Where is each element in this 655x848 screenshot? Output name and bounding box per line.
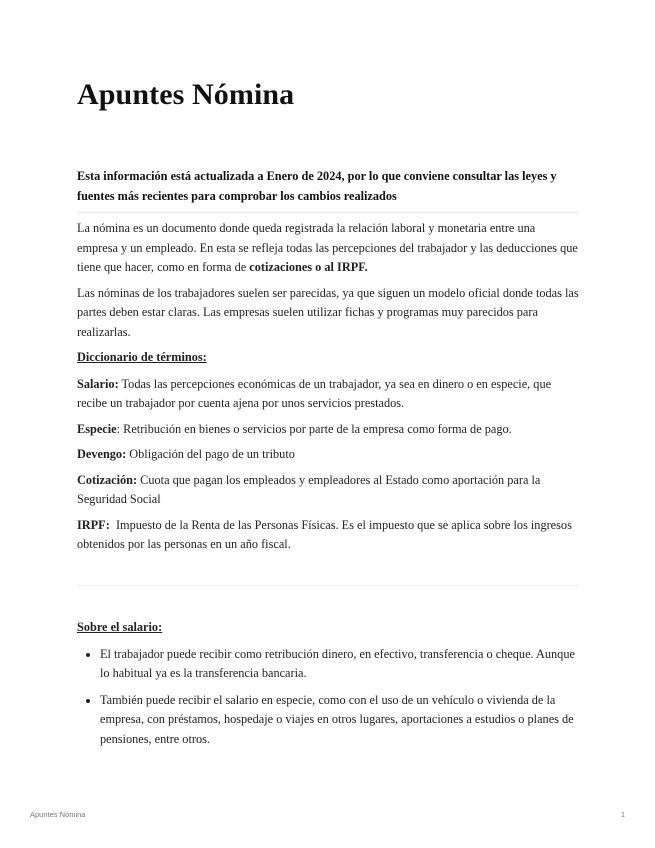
paragraph-modelo: Las nóminas de los trabajadores suelen ser parecidas, ya que siguen un modelo oficial donde todas las partes deben estar claras. Las empresas suelen utilizar fichas y programas muy parecidos para realizarlas. xyxy=(77,285,579,339)
divider xyxy=(77,212,579,213)
footer-title: Apuntes Nómina xyxy=(30,810,86,819)
update-notice: Esta información está actualizada a Enero de 2024, por lo que conviene consultar las leyes y fuentes más recientes para comprobar los cambios realizados xyxy=(77,169,557,203)
main-content xyxy=(77,219,579,561)
page-footer xyxy=(30,810,625,819)
salario-heading: Sobre el salario: xyxy=(77,620,163,634)
page-title: Apuntes Nómina xyxy=(77,78,295,111)
salario-section xyxy=(77,618,579,756)
list-item: • También puede recibir el salario en especie, como con el uso de un vehículo o vivienda de la empresa, con préstamos, hospedaje o viajes en otros lugares, aportaciones a estudios o planes de pensiones, entre otros. xyxy=(100,691,579,750)
term-irpf: IRPF: Impuesto de la Renta de las Personas Físicas. Es el impuesto que se aplica sobre los ingresos obtenidos por las personas en un año fiscal. xyxy=(77,517,575,551)
list-item: • El trabajador puede recibir como retribución dinero, en efectivo, transferencia o cheque. Aunque lo habitual ya es la transferencia bancaria. xyxy=(100,645,579,684)
term-devengo: Devengo: Obligación del pago de un tributo xyxy=(77,447,295,461)
term-salario: Salario: Todas las percepciones económicas de un trabajador, ya sea en dinero o en especie, que recibe un trabajador por cuenta ajena por unos servicios prestados. xyxy=(77,376,552,410)
page-number: 1 xyxy=(620,810,625,819)
paragraph-nomina: La nómina es un documento donde queda registrada la relación laboral y monetaria entre una empresa y un empleado. En esta se refleja todas las percepciones del trabajador y las deducciones que tiene que hacer, como en forma de cotizaciones o al IRPF. xyxy=(77,221,578,274)
term-cotizacion: Cotización: Cuota que pagan los empleados y empleadores al Estado como aportación para la Seguridad Social xyxy=(77,472,541,506)
dictionary-heading: Diccionario de términos: xyxy=(77,350,207,364)
term-especie: Especie: Retribución en bienes o servicios por parte de la empresa como forma de pago. xyxy=(77,421,512,436)
paragraph-bold: cotizaciones o al IRPF. xyxy=(249,260,368,274)
salario-list xyxy=(77,645,579,750)
section-divider xyxy=(77,585,579,586)
